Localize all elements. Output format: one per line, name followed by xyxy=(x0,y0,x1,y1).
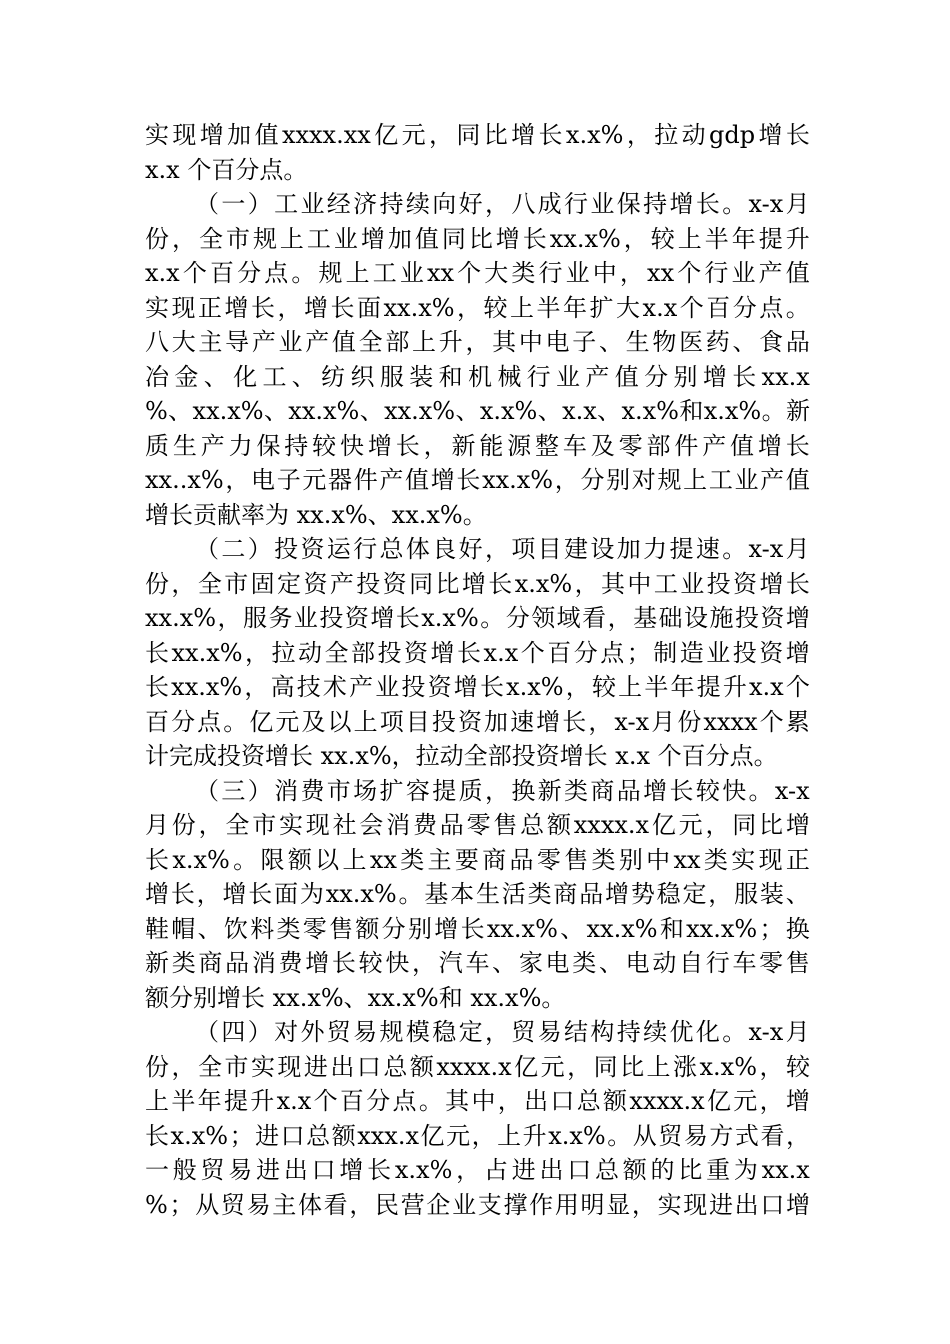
text-line: 增 长 ， 增 长 面 为 xx.x% 。 基 本 生 活 类 商 品 增 势 稳 定 ， 服 装 、 xyxy=(145,880,810,908)
paragraph-section-trade xyxy=(145,1015,810,1222)
text-line: 长 x.x% 。 限 额 以 上 xx 类 主 要 商 品 零 售 类 别 中 xx 类 实 现 正 xyxy=(145,845,810,874)
paragraph-section-consumption xyxy=(145,774,810,1016)
text-line: （ 三 ） 消 费 市 场 扩 容 提 质 ， 换 新 类 商 品 增 长 较 快 。 x-x xyxy=(195,776,810,805)
text-line: 月 份 ， 全 市 实 现 社 会 消 费 品 零 售 总 额 xxxx.x 亿 元 ， 同 比 增 xyxy=(145,811,810,839)
text-line: 冶 金 、 化 工 、 纺 织 服 装 和 机 械 行 业 产 值 分 别 增 长 xx.x xyxy=(145,362,810,391)
text-line: xx..x% ， 电 子 元 器 件 产 值 增 长 xx.x% ， 分 别 对 规 上 工 业 产 值 xyxy=(145,466,810,494)
text-line: 计完成投资增长 xx.x%，拉动全部投资增长 x.x 个百分点。 xyxy=(145,742,778,770)
text-line: 实 现 增 加 值 xxxx.xx 亿 元 ， 同 比 增 长 x.x% ， 拉 动 gdp 增 长 xyxy=(145,121,810,149)
text-line: % ； 从 贸 易 主 体 看 ， 民 营 企 业 支 撑 作 用 明 显 ， 实 现 进 出 口 增 xyxy=(145,1190,810,1219)
text-line: 新 类 商 品 消 费 增 长 较 快 ， 汽 车 、 家 电 类 、 电 动 自 行 车 零 售 xyxy=(145,949,810,977)
text-line: 份 ， 全 市 规 上 工 业 增 加 值 同 比 增 长 xx.x% ， 较 上 半 年 提 升 xyxy=(145,224,810,253)
text-line: 长 xx.x% ， 拉 动 全 部 投 资 增 长 x.x 个 百 分 点 ； 制 造 业 投 资 增 xyxy=(145,638,810,667)
text-line: 八 大 主 导 产 业 产 值 全 部 上 升 ， 其 中 电 子 、 生 物 医 药 、 食 品 xyxy=(145,328,810,356)
text-line: （ 一 ） 工 业 经 济 持 续 向 好 ， 八 成 行 业 保 持 增 长 。 x-x 月 xyxy=(195,190,810,218)
text-line: 长 xx.x% ， 高 技 术 产 业 投 资 增 长 x.x% ， 较 上 半 年 提 升 x.x 个 xyxy=(145,673,810,701)
text-line: 增长贡献率为 xx.x%、xx.x%。 xyxy=(145,500,487,529)
text-line: 质 生 产 力 保 持 较 快 增 长 ， 新 能 源 整 车 及 零 部 件 产 值 增 长 xyxy=(145,431,810,460)
text-line: （ 二 ） 投 资 运 行 总 体 良 好 ， 项 目 建 设 加 力 提 速 。 x-x 月 xyxy=(195,535,810,563)
paragraph-intro-tail xyxy=(145,118,810,187)
document-body xyxy=(145,118,810,1222)
text-line: 上 半 年 提 升 x.x 个 百 分 点 。 其 中 ， 出 口 总 额 xxxx.x 亿 元 ， 增 xyxy=(145,1087,810,1115)
text-line: 份 ， 全 市 实 现 进 出 口 总 额 xxxx.x 亿 元 ， 同 比 上 涨 x.x% ， 较 xyxy=(145,1052,810,1081)
text-line: % 、 xx.x% 、 xx.x% 、 xx.x% 、 x.x% 、 x.x 、 x.x% 和 x.x% 。 新 xyxy=(145,397,810,425)
paragraph-section-industry xyxy=(145,187,810,532)
text-line: x.x 个百分点。 xyxy=(145,155,308,184)
text-line: 一 般 贸 易 进 出 口 增 长 x.x% ， 占 进 出 口 总 额 的 比 重 为 xx.x xyxy=(145,1156,810,1184)
text-line: 长 x.x% ； 进 口 总 额 xxx.x 亿 元 ， 上 升 x.x% 。 从 贸 易 方 式 看 ， xyxy=(145,1121,810,1150)
text-line: x.x 个 百 分 点 。 规 上 工 业 xx 个 大 类 行 业 中 ， xx 个 行 业 产 值 xyxy=(145,259,810,287)
text-line: 额分别增长 xx.x%、xx.x%和 xx.x%。 xyxy=(145,983,566,1012)
text-line: 实 现 正 增 长 ， 增 长 面 xx.x% ， 较 上 半 年 扩 大 x.x 个 百 分 点 。 xyxy=(145,293,810,322)
text-line: xx.x% ， 服 务 业 投 资 增 长 x.x% 。 分 领 域 看 ， 基 础 设 施 投 资 增 xyxy=(145,604,810,632)
paragraph-section-investment xyxy=(145,532,810,774)
text-line: 百 分 点 。 亿 元 及 以 上 项 目 投 资 加 速 增 长 ， x-x 月 份 xxxx 个 累 xyxy=(145,707,810,736)
text-line: 鞋 帽 、 饮 料 类 零 售 额 分 别 增 长 xx.x% 、 xx.x% 和 xx.x% ； 换 xyxy=(145,914,810,943)
text-line: （ 四 ） 对 外 贸 易 规 模 稳 定 ， 贸 易 结 构 持 续 优 化 。 x-x 月 xyxy=(195,1018,810,1046)
text-line: 份 ， 全 市 固 定 资 产 投 资 同 比 增 长 x.x% ， 其 中 工 业 投 资 增 长 xyxy=(145,569,810,598)
